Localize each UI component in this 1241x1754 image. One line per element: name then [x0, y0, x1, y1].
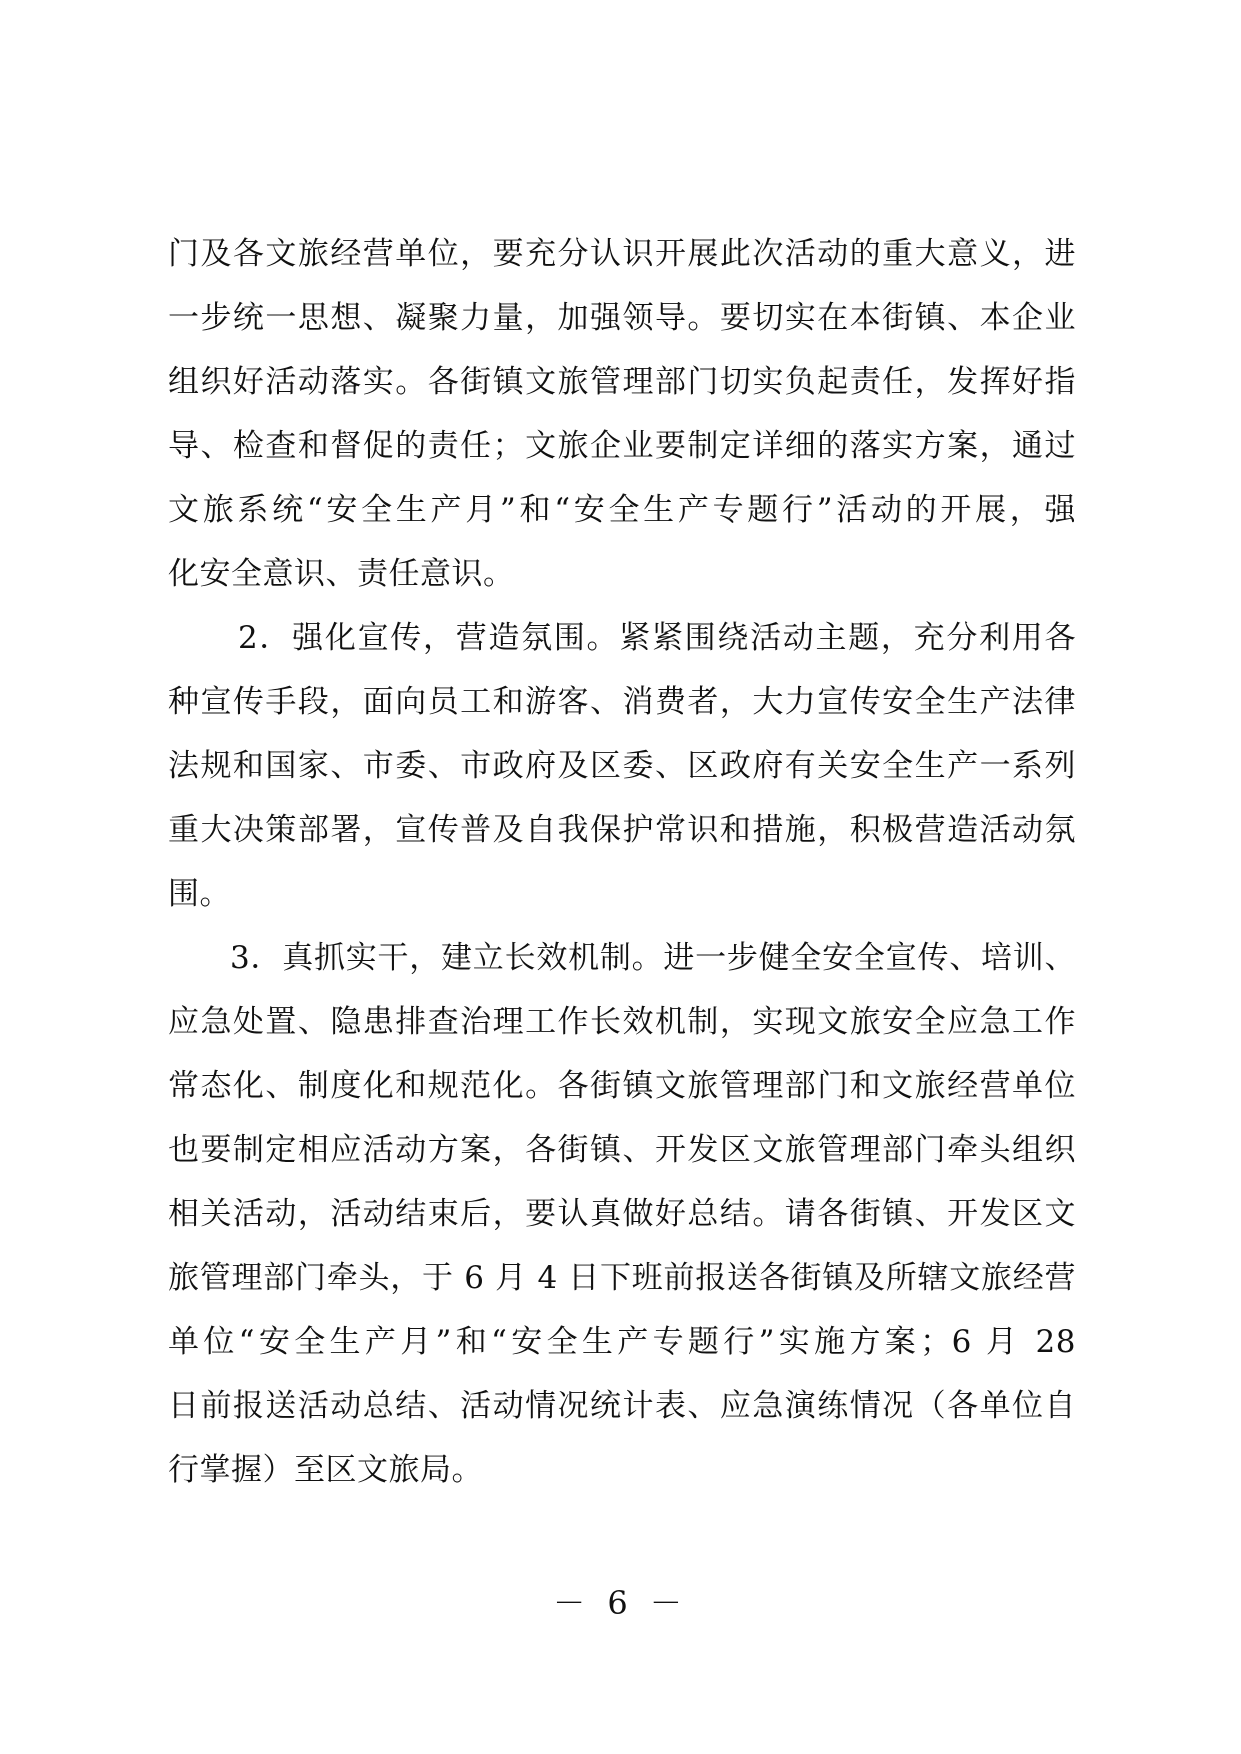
- text-line-19: 日前报送活动总结、活动情况统计表、应急演练情况（各单位自: [168, 1388, 1076, 1424]
- document-body: [168, 222, 1076, 1502]
- page-number: － 6 －: [553, 1584, 688, 1622]
- text-line-10: 重大决策部署，宣传普及自我保护常识和措施，积极营造活动氛: [168, 812, 1076, 848]
- text-line-4: 导、检查和督促的责任；文旅企业要制定详细的落实方案，通过: [168, 428, 1076, 464]
- text-line-6: 化安全意识、责任意识。: [168, 556, 515, 592]
- text-line-1: 门及各文旅经营单位，要充分认识开展此次活动的重大意义，进: [168, 236, 1076, 272]
- paragraph-2-first-line: 2．强化宣传，营造氛围。紧紧围绕活动主题，充分利用各: [238, 620, 1076, 656]
- text-line-13: 应急处置、隐患排查治理工作长效机制，实现文旅安全应急工作: [168, 1004, 1076, 1040]
- text-line-20: 行掌握）至区文旅局。: [168, 1452, 483, 1488]
- text-line-14: 常态化、制度化和规范化。各街镇文旅管理部门和文旅经营单位: [168, 1068, 1076, 1104]
- text-line-3: 组织好活动落实。各街镇文旅管理部门切实负起责任，发挥好指: [168, 364, 1076, 400]
- text-line-15: 也要制定相应活动方案，各街镇、开发区文旅管理部门牵头组织: [168, 1132, 1076, 1168]
- text-line-11: 围。: [168, 876, 231, 912]
- text-line-18: 单位“安全生产月”和“安全生产专题行”实施方案；6 月 28: [168, 1324, 1076, 1360]
- text-line-9: 法规和国家、市委、市政府及区委、区政府有关安全生产一系列: [168, 748, 1076, 784]
- text-line-2: 一步统一思想、凝聚力量，加强领导。要切实在本街镇、本企业: [168, 300, 1076, 336]
- text-line-8: 种宣传手段，面向员工和游客、消费者，大力宣传安全生产法律: [168, 684, 1076, 720]
- text-line-5: 文旅系统“安全生产月”和“安全生产专题行”活动的开展，强: [168, 492, 1076, 528]
- text-line-16: 相关活动，活动结束后，要认真做好总结。请各街镇、开发区文: [168, 1196, 1076, 1232]
- text-line-17: 旅管理部门牵头，于 6 月 4 日下班前报送各街镇及所辖文旅经营: [168, 1260, 1076, 1296]
- paragraph-3-first-line: 3．真抓实干，建立长效机制。进一步健全安全宣传、培训、: [230, 940, 1076, 976]
